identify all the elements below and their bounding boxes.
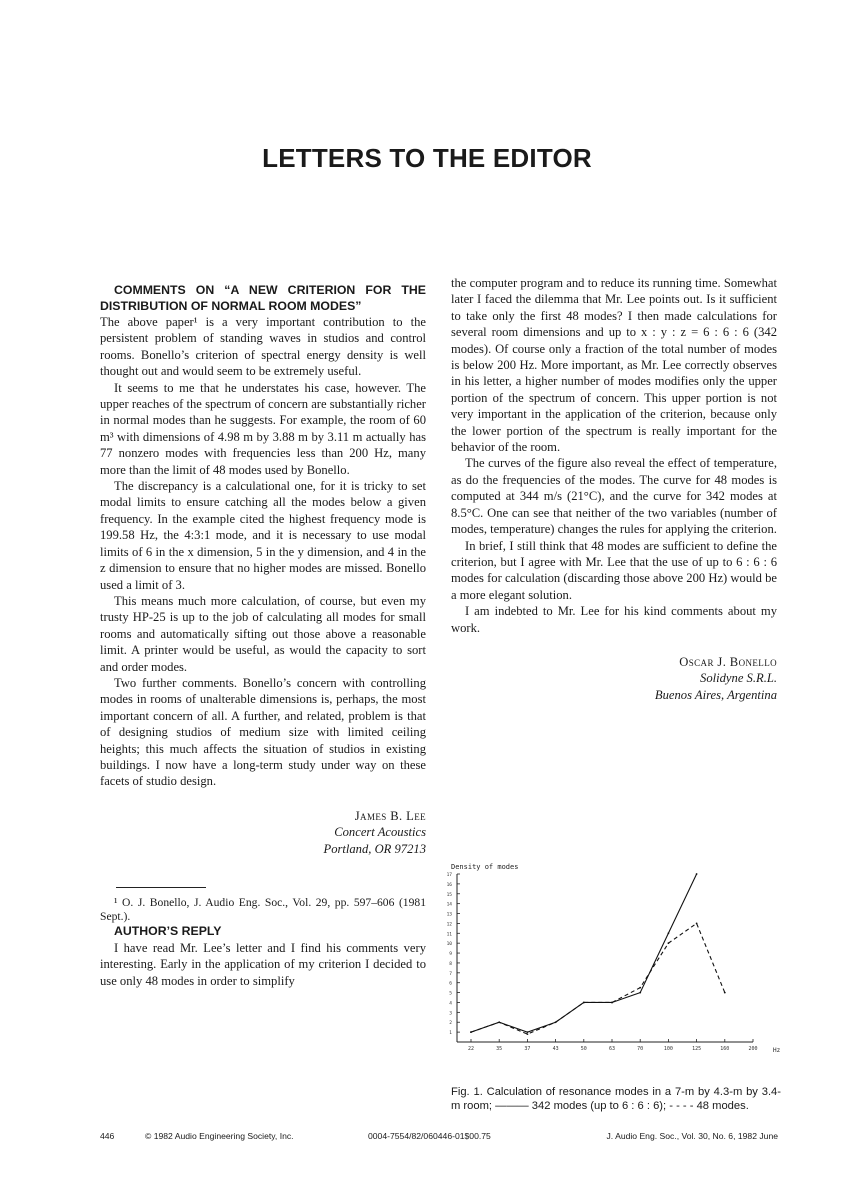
y-tick-label: 17 [446, 873, 452, 878]
y-tick-label: 5 [449, 991, 452, 997]
x-tick-label: 35 [496, 1046, 503, 1052]
data-point [639, 992, 641, 994]
y-tick-label: 8 [449, 961, 452, 967]
x-tick-label: 43 [552, 1046, 559, 1052]
letter-paragraph: The above paper¹ is a very important contribution to the persistent problem of standing waves in studios and control rooms. Bonello’s criterion of spectral energy density is well thought out and would seem to be extremely useful. [100, 315, 426, 379]
reply-paragraph: In brief, I still think that 48 modes are sufficient to define the criterion, but I agree with Mr. Lee that the use of up to 6 : 6 : 6 modes for calculation (discarding those above 200 Hz) would be a more elegant solution. [451, 538, 777, 602]
signature-name: Oscar J. Bonello [679, 654, 777, 669]
reply-heading: AUTHOR’S REPLY [114, 924, 222, 939]
right-column [451, 275, 777, 703]
data-point [696, 873, 698, 875]
x-tick-label: 125 [692, 1046, 702, 1052]
y-tick-label: 13 [446, 912, 452, 918]
signature-affiliation: Concert Acoustics [334, 825, 426, 840]
y-tick-label: 1 [449, 1031, 452, 1037]
y-axis-label: Density of modes [451, 863, 519, 871]
article-code: 0004-7554/82/060446-01$00.75 [368, 1131, 491, 1141]
y-tick-label: 6 [449, 981, 452, 987]
page-footer [100, 1131, 778, 1145]
x-tick-label: 37 [524, 1046, 531, 1052]
y-tick-label: 7 [449, 971, 452, 977]
letter-heading: COMMENTS ON “A NEW CRITERION FOR THE DISTRIBUTION OF NORMAL ROOM MODES” [100, 283, 426, 313]
y-tick-label: 15 [446, 892, 452, 898]
data-point [527, 1033, 529, 1035]
y-tick-label: 16 [446, 882, 452, 888]
x-tick-label: 63 [608, 1046, 616, 1052]
left-column [100, 283, 426, 989]
data-point [611, 1002, 613, 1004]
x-axis-unit: Hz [773, 1047, 781, 1054]
figure-1 [446, 860, 781, 1070]
data-point [583, 1002, 585, 1004]
y-tick-label: 9 [449, 952, 452, 958]
y-tick-label: 10 [446, 942, 452, 948]
reply-paragraph: I have read Mr. Lee’s letter and I find his comments very interesting. Early in the application of my criterion I decided to use only 48 modes in order to simplify [100, 940, 426, 988]
footnote-rule [116, 887, 206, 888]
data-point [696, 923, 698, 925]
letter-paragraph: The discrepancy is a calculational one, for it is tricky to set modal limits to ensure catching all the modes below a given frequency. In the example cited the highest frequency mode is 199.58 Hz, the 4:3:1 mode, and it is necessary to use modal limits of 6 in the x dimension, 5 in the y dimension, and 4 in the z dimension to ensure that no higher modes are missed. Bonello used a limit of 3. [100, 479, 426, 592]
mode-density-chart [446, 860, 781, 1070]
x-tick-label: 70 [637, 1046, 644, 1052]
letter-signature [100, 808, 426, 858]
x-tick-label: 160 [720, 1046, 730, 1052]
page-title: LETTERS TO THE EDITOR [262, 143, 592, 173]
journal-citation: J. Audio Eng. Soc., Vol. 30, No. 6, 1982 June [606, 1131, 778, 1141]
y-tick-label: 3 [449, 1011, 452, 1017]
footnote: ¹ O. J. Bonello, J. Audio Eng. Soc., Vol. 29, pp. 597–606 (1981 Sept.). [100, 896, 426, 924]
data-point [668, 942, 670, 944]
data-point [555, 1021, 557, 1023]
x-tick-label: 22 [467, 1046, 475, 1052]
reply-paragraph: the computer program and to reduce its running time. Somewhat later I faced the dilemma that Mr. Lee points out. Is it sufficient to take only the first 48 modes? I then made calculations for several room dimensions and up to x : y : z = 6 : 6 : 6 (342 modes). Of course only a fraction of the total number of modes is below 200 Hz. More important, as Mr. Lee correctly observes in his letter, a higher number of modes modifies only the upper portion of the spectrum of concern. This upper portion is not very important in the application of the criterion, because only the lower portion of the spectrum is really important for the behavior of the room. [451, 276, 777, 455]
y-tick-label: 4 [449, 1001, 452, 1007]
signature-location: Buenos Aires, Argentina [654, 687, 777, 702]
letter-paragraph: This means much more calculation, of course, but even my trusty HP-25 is up to the job of calculating all modes for small rooms and automatically sifting out those above a reasonable limit. A printer would be useful, as would the capacity to sort and order modes. [100, 593, 426, 674]
x-tick-label: 100 [663, 1046, 673, 1052]
data-point [470, 1031, 472, 1033]
y-tick-label: 14 [446, 902, 452, 908]
data-point [668, 932, 670, 934]
signature-affiliation: Solidyne S.R.L. [700, 671, 777, 686]
figure-caption: Fig. 1. Calculation of resonance modes in a 7-m by 4.3-m by 3.4-m room; ——— 342 modes (up to 6 : 6 : 6); - - - - 48 modes. [451, 1086, 781, 1112]
signature-name: James B. Lee [354, 808, 426, 823]
reply-signature [451, 654, 777, 704]
x-tick-label: 200 [748, 1046, 758, 1052]
copyright: © 1982 Audio Engineering Society, Inc. [145, 1131, 294, 1141]
reply-paragraph: The curves of the figure also reveal the effect of temperature, as do the frequencies of the modes. The curve for 48 modes is computed at 344 m/s (21°C), and the curve for 342 modes at 8.5°C. One can see that neither of the two variables (number of modes, temperature) changes the rules for applying the criterion. [451, 456, 777, 537]
letter-paragraph: Two further comments. Bonello’s concern with controlling modes in rooms of unalterable dimensions is, perhaps, the most important concern of all. A further, and related, problem is that of designing studios of medium size with limited ceiling heights; this much affects the situation of studios in existing buildings. I now have a long-term study under way on these facets of studio design. [100, 675, 426, 789]
page-number: 446 [100, 1131, 115, 1141]
y-tick-label: 12 [446, 922, 452, 928]
letter-paragraph: It seems to me that he understates his case, however. The upper reaches of the spectrum of concern are substantially richer in normal modes than he suggests. For example, the room of 60 m³ with dimensions of 4.98 m by 3.88 m by 3.11 m actually has 77 nonzero modes with frequencies less than 200 Hz, many more than the limit of 48 modes used by Bonello. [100, 380, 426, 477]
data-point [527, 1031, 529, 1033]
signature-location: Portland, OR 97213 [323, 841, 426, 856]
reply-paragraph: I am indebted to Mr. Lee for his kind comments about my work. [451, 604, 777, 635]
series-48-modes-line [471, 923, 725, 1034]
data-point [498, 1021, 500, 1023]
data-point [639, 987, 641, 989]
y-tick-label: 11 [446, 932, 452, 938]
x-tick-label: 50 [580, 1046, 587, 1052]
y-tick-label: 2 [449, 1021, 452, 1027]
data-point [724, 992, 726, 994]
